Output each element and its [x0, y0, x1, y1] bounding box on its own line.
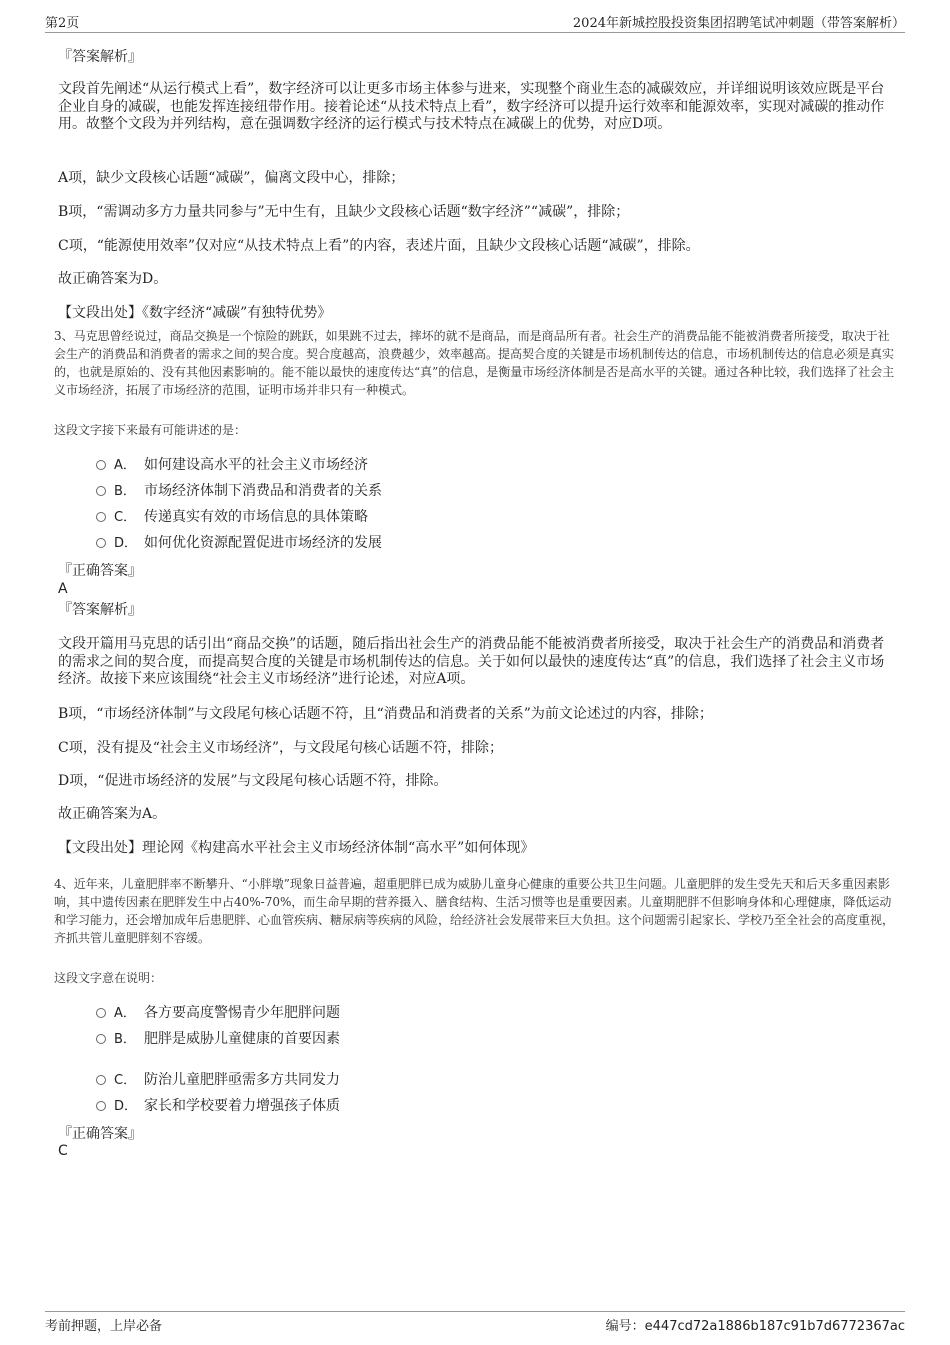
question-3-text: 3、马克思曾经说过，商品交换是一个惊险的跳跃，如果跳不过去，摔坏的就不是商品，而是商品所有者。社会生产的消费品能不能被消费者所接受，取决于社会生产的消费品和消费者的需求之间的契合度。契合度越高，浪费越少，效率越高。提高契合度的关键是市场机制传达的信息，市场机制传达的信息必须是真实的，也就是原始的、没有其他因素影响的。能不能以最快的速度传达“真”的信息，是衡量市场经济体制是否是高水平的关键。通过各种比较，我们选择了社会主义市场经济，拓展了市场经济的范围，证明市场并非只有一种模式。 — [54, 329, 895, 397]
option-c-explanation: C项，“能源使用效率”仅对应“从技术特点上看”的内容，表述片面，且缺少文段核心话题“减碳”，排除。 — [58, 238, 700, 254]
answer-value: A — [58, 581, 68, 597]
answer-label: 『正确答案』 — [58, 1126, 142, 1142]
footer-slogan: 考前押题，上岸必备 — [45, 1319, 163, 1334]
answer-label: 『正确答案』 — [58, 563, 142, 579]
analysis-label: 『答案解析』 — [58, 602, 142, 618]
question-4-option-a[interactable]: A． 各方要高度警惕青少年肥胖问题 — [96, 1004, 340, 1023]
question-3-option-b[interactable]: B． 市场经济体制下消费品和消费者的关系 — [96, 482, 382, 501]
radio-icon[interactable] — [96, 486, 106, 496]
source-citation: 【文段出处】理论网《构建高水平社会主义市场经济体制“高水平”如何体现》 — [58, 840, 535, 856]
radio-icon[interactable] — [96, 1101, 106, 1111]
question-4-text: 4、近年来，儿童肥胖率不断攀升、“小胖墩”现象日益普遍，超重肥胖已成为威胁儿童身心健康的重要公共卫生问题。儿童肥胖的发生受先天和后天多重因素影响，其中遗传因素在肥胖发生中占40%-70%，而生命早期的营养摄入、膳食结构、生活习惯等也是重要因素。儿童期肥胖不但影响身体和心理健康，降低运动和学习能力，还会增加成年后患肥胖、心血管疾病、糖尿病等疾病的风险，给经济社会发展带来巨大负担。这个问题需引起家长、学校乃至全社会的高度重视，齐抓共管儿童肥胖刻不容缓。 — [54, 877, 895, 945]
radio-icon[interactable] — [96, 1075, 106, 1085]
radio-icon[interactable] — [96, 512, 106, 522]
radio-icon[interactable] — [96, 538, 106, 548]
answer-value: C — [58, 1143, 68, 1159]
source-citation: 【文段出处】《数字经济“减碳”有独特优势》 — [58, 305, 332, 321]
page-header — [45, 10, 905, 33]
question-4-option-b[interactable]: B． 肥胖是威胁儿童健康的首要因素 — [96, 1030, 340, 1049]
analysis-paragraph — [58, 81, 890, 134]
question-4-option-c[interactable]: C． 防治儿童肥胖亟需多方共同发力 — [96, 1071, 340, 1090]
option-a-explanation: A项，缺少文段核心话题“减碳”，偏离文段中心，排除； — [58, 170, 405, 186]
conclusion: 故正确答案为D。 — [58, 271, 168, 287]
question-3-prompt: 这段文字接下来最有可能讲述的是： — [54, 423, 247, 437]
question-3-option-c[interactable]: C． 传递真实有效的市场信息的具体策略 — [96, 508, 368, 527]
page-footer — [45, 1311, 905, 1334]
page-number: 第2页 — [45, 16, 80, 31]
analysis-text: 文段开篇用马克思的话引出“商品交换”的话题，随后指出社会生产的消费品能不能被消费者所接受，取决于社会生产的消费品和消费者的需求之间的契合度，而提高契合度的关键是市场机制传达的信息。关于如何以最快的速度传达“真”的信息，我们选择了社会主义市场经济。故接下来应该围绕“社会主义市场经济”进行论述，对应A项。 — [58, 636, 885, 687]
document-title: 2024年新城控股投资集团招聘笔试冲刺题（带答案解析） — [572, 16, 905, 31]
option-b-explanation: B项，“市场经济体制”与文段尾句核心话题不符，且“消费品和消费者的关系”为前文论述过的内容，排除； — [58, 706, 713, 722]
option-b-explanation: B项，“需调动多方力量共同参与”无中生有，且缺少文段核心话题“数字经济”“减碳”，排除； — [58, 204, 630, 220]
question-4-option-d[interactable]: D． 家长和学校要着力增强孩子体质 — [96, 1097, 340, 1116]
radio-icon[interactable] — [96, 1008, 106, 1018]
document-code: 编号：e447cd72a1886b187c91b7d6772367ac — [605, 1319, 905, 1334]
question-3-option-d[interactable]: D． 如何优化资源配置促进市场经济的发展 — [96, 534, 382, 553]
conclusion: 故正确答案为A。 — [58, 806, 167, 822]
radio-icon[interactable] — [96, 460, 106, 470]
radio-icon[interactable] — [96, 1034, 106, 1044]
question-4-prompt: 这段文字意在说明： — [54, 971, 163, 985]
question-3-option-a[interactable]: A． 如何建设高水平的社会主义市场经济 — [96, 456, 368, 475]
option-c-explanation: C项，没有提及“社会主义市场经济”，与文段尾句核心话题不符，排除； — [58, 740, 504, 756]
analysis-label: 『答案解析』 — [58, 49, 142, 65]
option-d-explanation: D项，“促进市场经济的发展”与文段尾句核心话题不符，排除。 — [58, 773, 448, 789]
analysis-text: 文段首先阐述“从运行模式上看”，数字经济可以让更多市场主体参与进来，实现整个商业生态的减碳效应，并详细说明该效应既是平台企业自身的减碳，也能发挥连接纽带作用。接着论述“从技术特点上看”，数字经济可以提升运行效率和能源效率，实现对减碳的推动作用。故整个文段为并列结构，意在强调数字经济的运行模式与技术特点在减碳上的优势，对应D项。 — [58, 81, 885, 132]
